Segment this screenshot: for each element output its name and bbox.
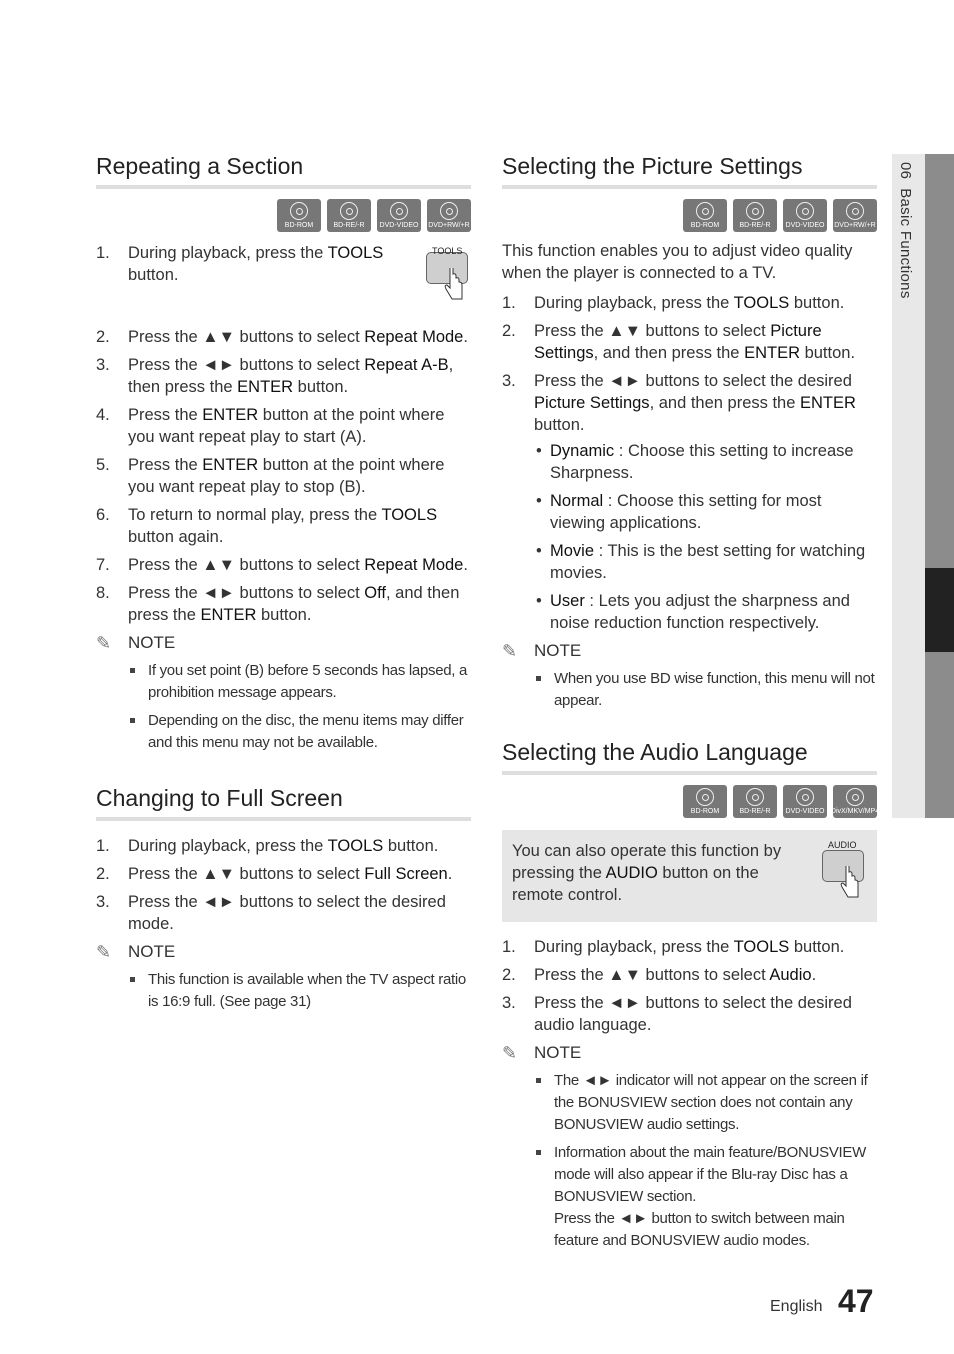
- list-item: • Normal : Choose this setting for most viewing applications.: [502, 490, 877, 534]
- disc-icons: [96, 199, 471, 232]
- list-item: 3. Press the ◄► buttons to select the desired audio language.: [502, 994, 852, 1034]
- section-title-picture: Selecting the Picture Settings: [502, 152, 877, 189]
- note-item: When you use BD wise function, this menu will not appear.: [502, 668, 877, 712]
- list-item: 2. Press the ▲▼ buttons to select Audio.: [502, 966, 817, 984]
- footer-language: English: [770, 1298, 823, 1315]
- list-item: • User : Lets you adjust the sharpness and noise reduction function respectively.: [502, 590, 877, 634]
- list-item: • Dynamic : Choose this setting to increase Sharpness.: [502, 440, 877, 484]
- audio-steps: [502, 936, 877, 1036]
- page-number: 47: [838, 1283, 874, 1319]
- bd-rom-icon: BD-ROM: [277, 199, 321, 232]
- repeat-steps: [96, 242, 471, 626]
- note-item: If you set point (B) before 5 seconds has lapsed, a prohibition message appears.: [96, 660, 471, 704]
- picture-intro: This function enables you to adjust video quality when the player is connected to a TV.: [502, 242, 853, 282]
- sidebar-stripe: [925, 154, 954, 568]
- chapter-title: Basic Functions: [897, 188, 914, 299]
- audio-button-icon: AUDIO: [822, 840, 866, 904]
- sidebar-active-marker: [925, 568, 954, 652]
- bd-re-icon: BD-RE/-R: [733, 785, 777, 818]
- bd-re-icon: BD-RE/-R: [327, 199, 371, 232]
- note-heading: ✎ NOTE: [96, 942, 176, 962]
- note-item: Depending on the disc, the menu items may differ and this menu may not be available.: [96, 710, 471, 754]
- list-item: 1. During playback, press the TOOLS button.: [96, 837, 439, 855]
- note-heading: ✎ NOTE: [96, 633, 176, 653]
- list-item: 1. During playback, press the TOOLS button.: [96, 244, 384, 284]
- section-title-audio: Selecting the Audio Language: [502, 738, 877, 775]
- note-item: The ◄► indicator will not appear on the screen if the BONUSVIEW section does not contain any BONUSVIEW audio settings.: [502, 1070, 877, 1136]
- list-item: 7. Press the ▲▼ buttons to select Repeat Mode.: [96, 556, 468, 574]
- list-item: 4. Press the ENTER button at the point where you want repeat play to start (A).: [96, 406, 445, 446]
- list-item: 3. Press the ◄► buttons to select the desired mode.: [96, 893, 446, 933]
- pencil-icon: ✎: [502, 1043, 518, 1063]
- picture-options: [502, 440, 877, 634]
- section-title-fullscreen: Changing to Full Screen: [96, 784, 471, 821]
- bd-rom-icon: BD-ROM: [683, 199, 727, 232]
- picture-steps: [502, 292, 877, 436]
- left-column: [96, 152, 471, 1019]
- audio-tip-text: You can also operate this function by pressing the AUDIO button on the remote control.: [512, 842, 782, 904]
- list-item: 2. Press the ▲▼ buttons to select Picture Settings, and then press the ENTER button.: [502, 322, 856, 362]
- picture-notes: [502, 668, 877, 712]
- list-item: 3. Press the ◄► buttons to select Repeat A-B, then press the ENTER button.: [96, 356, 454, 396]
- note-heading: ✎ NOTE: [502, 641, 582, 661]
- list-item: 1. During playback, press the TOOLS button.: [502, 294, 845, 312]
- section-title-repeat: Repeating a Section: [96, 152, 471, 189]
- disc-icons: [502, 785, 880, 818]
- list-item: 1. During playback, press the TOOLS button.: [502, 938, 845, 956]
- dvd-video-icon: DVD-VIDEO: [783, 199, 827, 232]
- audio-tip-box: [502, 830, 877, 922]
- repeat-notes: [96, 660, 471, 754]
- audio-notes: [502, 1070, 877, 1252]
- list-item: 2. Press the ▲▼ buttons to select Repeat Mode.: [96, 328, 468, 346]
- fullscreen-steps: [96, 835, 471, 935]
- list-item: 5. Press the ENTER button at the point where you want repeat play to stop (B).: [96, 456, 445, 496]
- dvd-rw-icon: DVD+RW/+R: [833, 199, 877, 232]
- disc-icons: [502, 199, 877, 232]
- fullscreen-notes: [96, 969, 471, 1013]
- pencil-icon: ✎: [96, 633, 112, 653]
- note-item: This function is available when the TV aspect ratio is 16:9 full. (See page 31): [96, 969, 471, 1013]
- divx-icon: DivX/MKV/MP4: [833, 785, 877, 818]
- note-heading: ✎ NOTE: [502, 1043, 582, 1063]
- pencil-icon: ✎: [502, 641, 518, 661]
- pencil-icon: ✎: [96, 942, 112, 962]
- list-item: 6. To return to normal play, press the TOOLS button again.: [96, 506, 438, 546]
- list-item: • Movie : This is the best setting for watching movies.: [502, 540, 877, 584]
- bd-re-icon: BD-RE/-R: [733, 199, 777, 232]
- list-item: 8. Press the ◄► buttons to select Off, and then press the ENTER button.: [96, 584, 460, 624]
- list-item: 2. Press the ▲▼ buttons to select Full Screen.: [96, 865, 453, 883]
- dvd-video-icon: DVD-VIDEO: [377, 199, 421, 232]
- list-item: 3. Press the ◄► buttons to select the desired Picture Settings, and then press the ENTER button.: [502, 372, 856, 434]
- note-item: Information about the main feature/BONUSVIEW mode will also appear if the Blu-ray Disc has a BONUSVIEW section. Press the ◄► button to switch between main feature and BONUSVIEW audio modes.: [502, 1142, 877, 1252]
- sidebar-stripe-lower: [925, 652, 954, 818]
- dvd-video-icon: DVD-VIDEO: [783, 785, 827, 818]
- chapter-number: 06: [897, 162, 914, 180]
- chapter-label: [897, 162, 914, 299]
- right-column: [502, 152, 880, 1258]
- bd-rom-icon: BD-ROM: [683, 785, 727, 818]
- dvd-rw-icon: DVD+RW/+R: [427, 199, 471, 232]
- tools-button-icon: TOOLS: [426, 242, 470, 306]
